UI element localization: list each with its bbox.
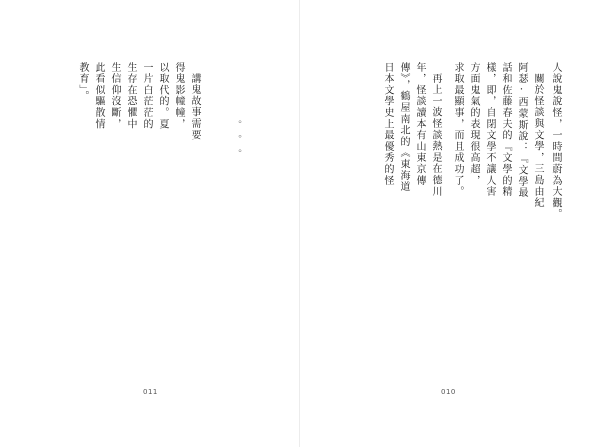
text-column-r10: 傳》，鶴屋南北的《東海道: [398, 62, 409, 193]
text-column-r11: 日本文學史上最優秀的怪: [382, 62, 393, 187]
text-column-l7: 此看似驅散情: [93, 62, 104, 130]
text-column-l8: 教育」。: [77, 62, 88, 103]
text-column-l5: 生存在恐懼中: [125, 62, 136, 130]
text-column-r7: 求取最顯事，而且成功了。: [452, 62, 463, 198]
text-column-r2: 關於怪談與文學，三島由紀: [532, 73, 543, 209]
text-column-l3: 以取代的。夏: [157, 62, 168, 130]
text-column-r4: 話和佐藤春夫的『文學的精: [500, 62, 511, 198]
page-number: 011: [143, 388, 158, 396]
text-column-l4: 一片白茫茫的: [141, 62, 152, 130]
text-column-l1: 講鬼故事需要: [189, 73, 200, 141]
text-column-r5: 樣，即，自閉文學不讓人害: [484, 62, 495, 198]
text-column-r1: 人說鬼說怪，一時間蔚為大觀。: [550, 62, 561, 221]
text-column-l2: 得鬼影幢幢，: [173, 62, 184, 130]
text-column-r9: 年，怪談讀本有山東京傳: [414, 62, 425, 187]
section-break-ornament: 。。。: [231, 120, 241, 168]
text-column-r8: 再上一波怪談熱是在德川: [430, 73, 441, 198]
text-column-l6: 生信仰沒斷，: [109, 62, 120, 130]
page-number: 010: [441, 388, 456, 396]
text-column-r3: 阿瑟·西蒙斯說：『文學最: [516, 62, 527, 199]
left-page: [0, 0, 299, 447]
right-page: [300, 0, 600, 447]
text-column-r6: 方面鬼氣的表現很高超，: [468, 62, 479, 187]
